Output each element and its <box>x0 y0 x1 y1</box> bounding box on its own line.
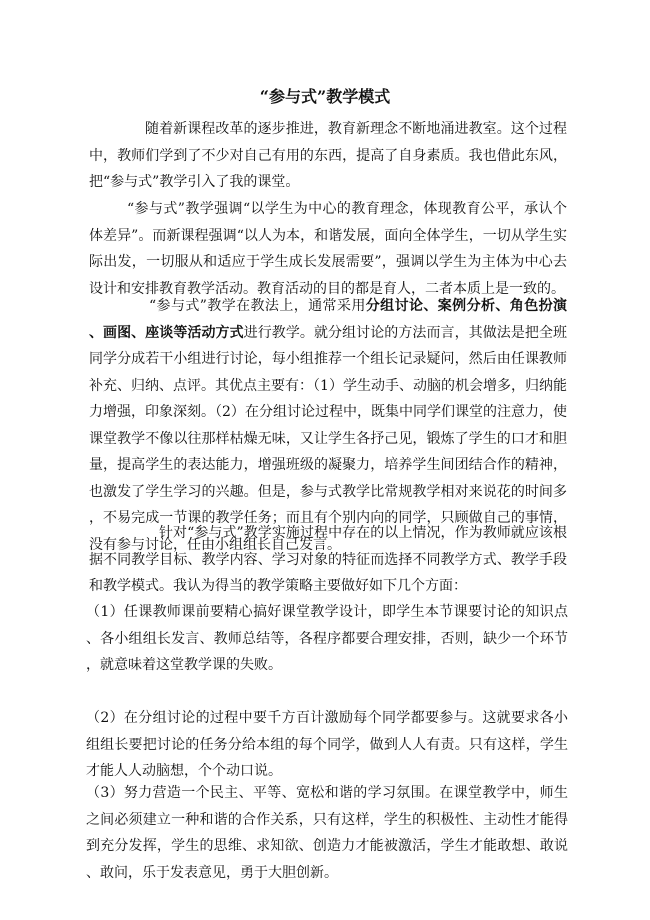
methods-intro-text: “参与式”教学在教法上，通常采用 <box>149 298 366 314</box>
paragraph-methods <box>89 293 567 558</box>
paragraph-intro: 随着新课程改革的逐步推进，教育新理念不断地涌进教室。这个过程中，教师们学到了不少对自己有用的东西，提高了自身素质。我也借此东风，把“参与式”教学引入了我的课堂。 <box>89 121 567 190</box>
strategy-item-1: （1）任课教师课前要精心搞好课堂教学设计，即学生本节课要讨论的知识点、各小组组长发言、教师总结等，各程序都要合理安排，否则，缺少一个环节，就意味着这堂教学课的失败。 <box>86 604 568 673</box>
methods-bold-text: 分组讨论、案例分析、角色扮演、画图、座谈等活动方式 <box>89 298 567 341</box>
strategy-item-2: （2）在分组讨论的过程中要千方百计激励每个同学都要参与。这就要求各小组组长要把讨论的任务分给本组的每个同学，做到人人有责。只有这样，学生才能人人动脑想，个个动口说。 <box>86 710 568 779</box>
paragraph-strategy: 针对“参与式”教学实施过程中存在的以上情况，作为教师就应该根据不同教学目标、教学内容、学习对象的特征而选择不同教学方式、教学手段和教学模式。我认为得当的教学策略主要做好如下几个方面： <box>89 525 567 594</box>
paragraph-concept: “参与式”教学强调“以学生为中心的教育理念，体现教育公平，承认个体差异”。而新课程强调“以人为本，和谐发展，面向全体学生，一切从学生实际出发，一切服从和适应于学生成长发展需要”，强调以学生为主体为中心去设计和安排教育教学活动。教育活动的目的都是育人，二者本质上是一致的。 <box>89 201 567 297</box>
methods-body-text: 进行教学。就分组讨论的方法而言，其做法是把全班同学分成若干小组进行讨论，每小组推荐一个组长记录疑问，然后由任课教师补充、归纳、点评。其优点主要有：（1）学生动手、动脑的机会增多，归纳能力增强，印象深刻。（2）在分组讨论过程中，既集中同学们课堂的注意力，使课堂教学不像以往那样枯燥无味，又让学生各抒己见，锻炼了学生的口才和胆量，提高学生的表达能力，增强班级的凝聚力，培养学生间团结合作的精神，也激发了学生学习的兴趣。但是，参与式教学比常规教学相对来说花的时间多，不易完成一节课的教学任务；而且有个别内向的同学，只顾做自己的事情，没有参与讨论，任由小组组长自己发言。 <box>89 324 568 553</box>
strategy-item-3: （3）努力营造一个民主、平等、宽松和谐的学习氛围。在课堂教学中，师生之间必须建立一种和谐的合作关系，只有这样，学生的积极性、主动性才能得到充分发挥，学生的思维、求知欲、创造力才能被激活，学生才能敢想、敢说、敢问，乐于发表意见，勇于大胆创新。 <box>86 785 568 881</box>
document-title: “参与式”教学模式 <box>259 87 391 106</box>
